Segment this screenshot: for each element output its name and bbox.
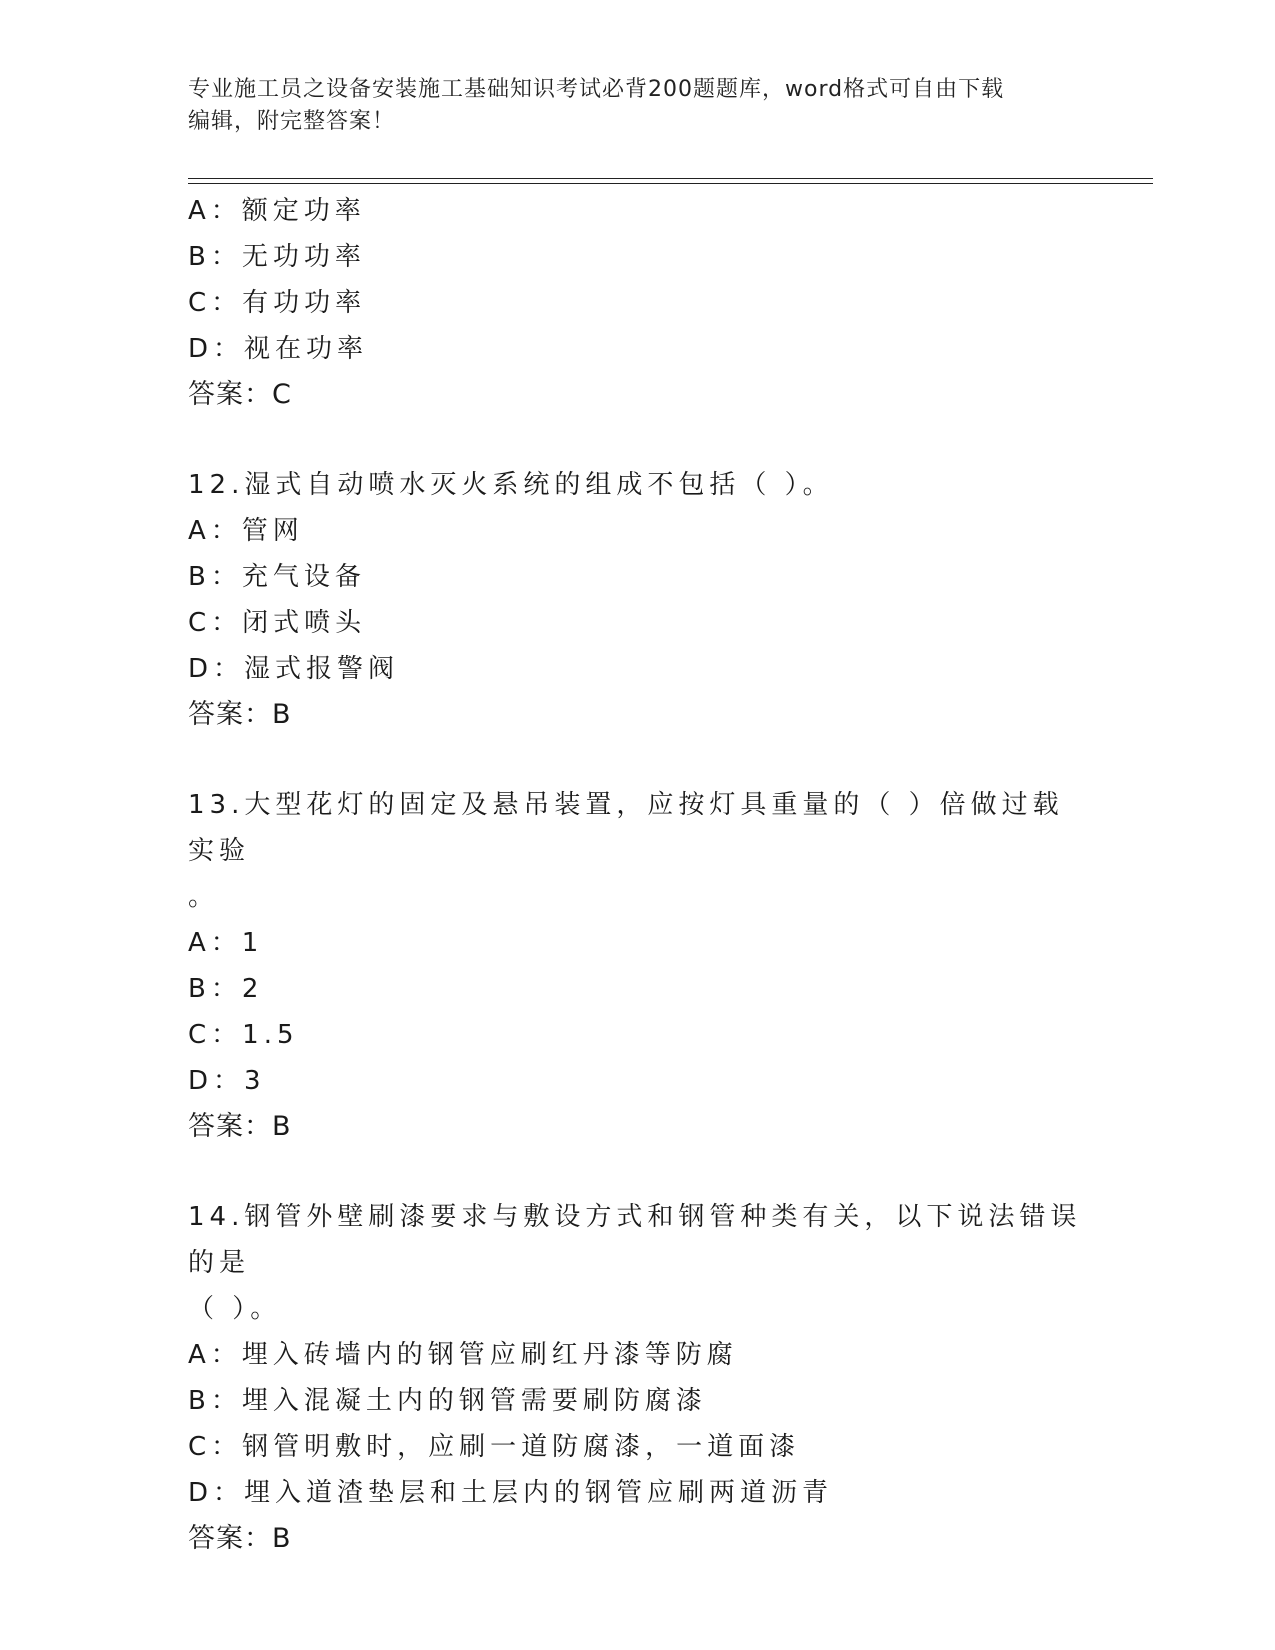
question-title: 14.钢管外壁刷漆要求与敷设方式和钢管种类有关，以下说法错误的是: [188, 1202, 1082, 1278]
question-title: 12.湿式自动喷水灭火系统的组成不包括（ ）。: [188, 470, 834, 500]
option-b: B：无功功率: [188, 242, 366, 272]
option-b: B：埋入混凝土内的钢管需要刷防腐漆: [188, 1386, 707, 1416]
option-a: A：埋入砖墙内的钢管应刷红丹漆等防腐: [188, 1340, 738, 1370]
option-d: D：湿式报警阀: [188, 654, 400, 684]
header-divider-bottom: [188, 183, 1153, 184]
answer: 答案：B: [188, 699, 292, 730]
option-d: D：3: [188, 1066, 266, 1096]
question-13: [188, 782, 1088, 1150]
option-d: D：埋入道渣垫层和土层内的钢管应刷两道沥青: [188, 1478, 834, 1508]
option-d: D：视在功率: [188, 334, 369, 364]
option-c: C：1.5: [188, 1020, 299, 1050]
option-b: B：充气设备: [188, 562, 366, 592]
question-14: [188, 1194, 1088, 1562]
answer: 答案：B: [188, 1111, 292, 1142]
option-a: A：额定功率: [188, 196, 366, 226]
option-c: C：钢管明敷时，应刷一道防腐漆，一道面漆: [188, 1432, 801, 1462]
option-a: A：1: [188, 928, 264, 958]
question-11: [188, 188, 1088, 418]
document-body: [188, 188, 1088, 1562]
header-line-1: 专业施工员之设备安装施工基础知识考试必背200题题库，word格式可自由下载: [188, 77, 1005, 102]
question-12: [188, 462, 1088, 738]
header-line-2: 编辑，附完整答案！: [188, 109, 396, 134]
answer: 答案：B: [188, 1523, 292, 1554]
answer: 答案：C: [188, 379, 292, 410]
question-title: 13.大型花灯的固定及悬吊装置，应按灯具重量的（ ）倍做过载实验: [188, 790, 1064, 866]
option-b: B：2: [188, 974, 264, 1004]
question-title-continuation: 。: [188, 882, 220, 912]
option-c: C：闭式喷头: [188, 608, 367, 638]
header-divider-top: [188, 178, 1153, 179]
option-a: A：管网: [188, 516, 304, 546]
document-header: [188, 74, 1088, 138]
question-title-continuation: （ ）。: [188, 1294, 282, 1324]
option-c: C：有功功率: [188, 288, 367, 318]
